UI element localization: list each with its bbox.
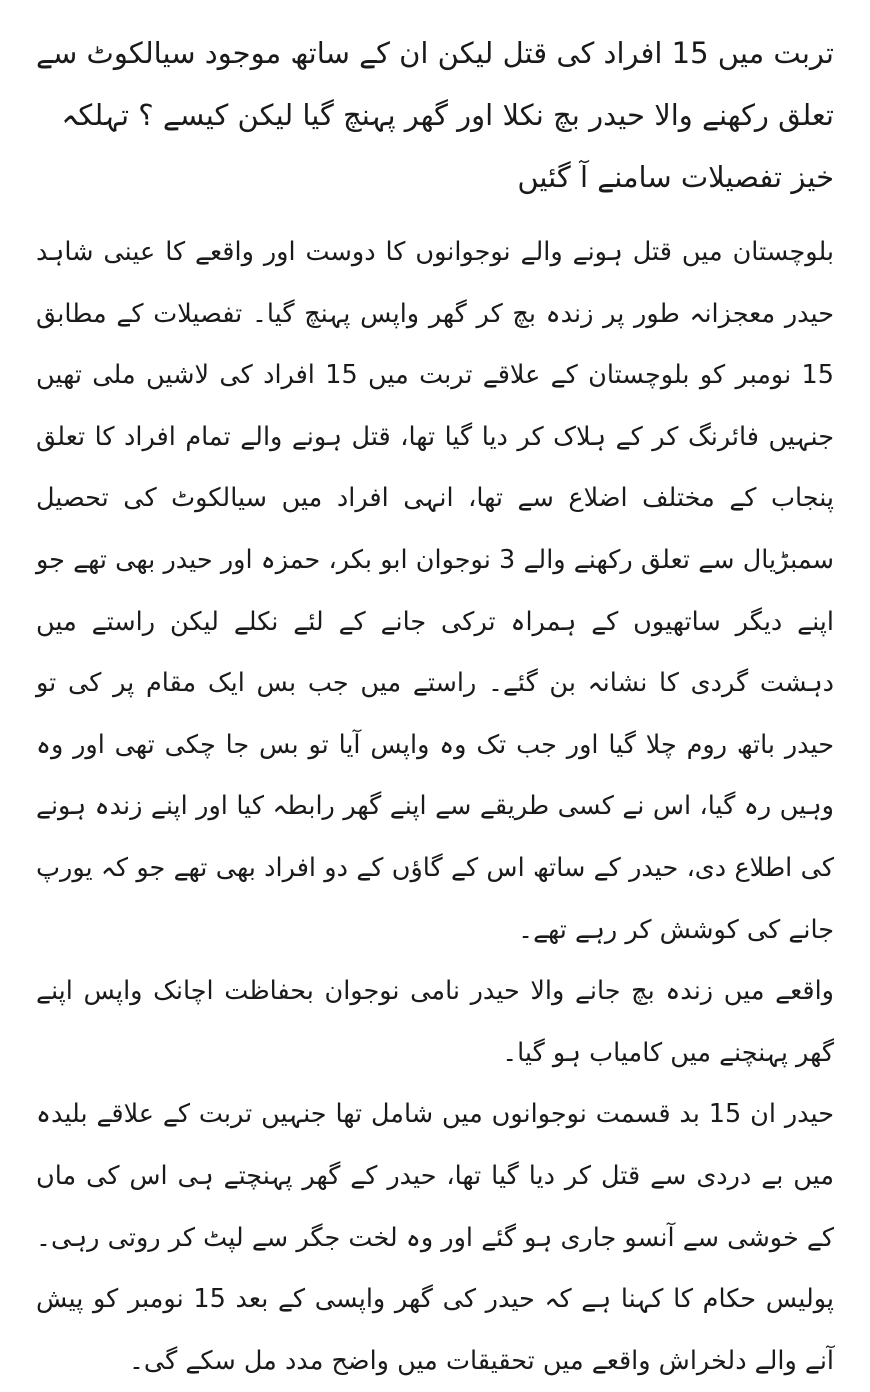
article-paragraph: بلوچستان میں قتل ہونے والے نوجوانوں کا دوست اور واقعے کا عینی شاہد حیدر معجزانہ طور پر زندہ بچ کر گھر واپس پہنچ گیا۔ تفصیلات کے مطابق 15 نومبر کو بلوچستان کے علاقے تربت میں 15 افراد کی لاشیں ملی تھیں جنہیں فائرنگ کر کے ہلاک کر دیا گیا تھا، قتل ہونے والے تمام افراد کا تعلق پنجاب کے مختلف اضلاع سے تھا، انہی افراد میں سیالکوٹ کی تحصیل سمبڑیال سے تعلق رکھنے والے 3 نوجوان ابو بکر، حمزہ اور حیدر بھی تھے جو اپنے دیگر ساتھیوں کے ہمراہ ترکی جانے کے لئے نکلے لیکن راستے میں دہشت گردی کا نشانہ بن گئے۔ راستے میں جب بس ایک مقام پر کی تو حیدر باتھ روم چلا گیا اور جب تک وہ واپس آیا تو بس جا چکی تھی اور وہ وہیں رہ گیا، اس نے کسی طریقے سے اپنے گھر رابطہ کیا اور اپنے زندہ ہونے کی اطلاع دی، حیدر کے ساتھ اس کے گاؤں کے دو افراد بھی تھے جو کہ یورپ جانے کی کوشش کر رہے تھے۔ [36, 237, 834, 945]
article-paragraph: واقعے میں زندہ بچ جانے والا حیدر نامی نوجوان بحفاظت اچانک واپس اپنے گھر پہنچنے میں کامیاب ہو گیا۔ [36, 976, 834, 1068]
article-body [36, 222, 834, 1392]
article-paragraph: حیدر ان 15 بد قسمت نوجوانوں میں شامل تھا جنہیں تربت کے علاقے بلیدہ میں بے دردی سے قتل کر دیا گیا تھا، حیدر کے گھر پہنچتے ہی اس کی ماں کے خوشی سے آنسو جاری ہو گئے اور وہ لخت جگر سے لپٹ کر روتی رہی۔ پولیس حکام کا کہنا ہے کہ حیدر کی گھر واپسی کے بعد 15 نومبر کو پیش آنے والے دلخراش واقعے میں تحقیقات میں واضح مدد مل سکے گی۔ [36, 1099, 834, 1376]
article-headline: تربت میں 15 افراد کی قتل لیکن ان کے ساتھ موجود سیالکوٹ سے تعلق رکھنے والا حیدر بچ نکلا اور گھر پہنچ گیا لیکن کیسے ؟ تہلکہ خیز تفصیلات سامنے آ گئیں [36, 36, 834, 194]
